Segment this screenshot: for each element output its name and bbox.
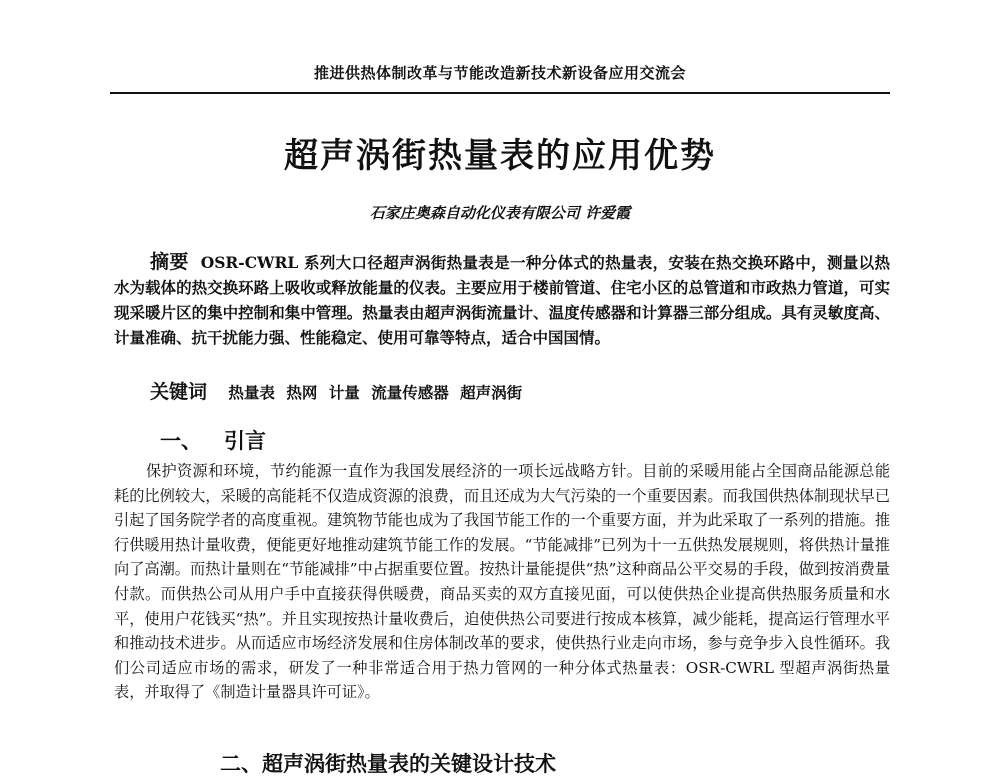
running-header: 推进供热体制改革与节能改造新技术新设备应用交流会 — [313, 64, 686, 82]
keywords — [150, 377, 890, 404]
section-number: 一、 — [160, 428, 202, 453]
keywords-label: 关键词 — [150, 381, 208, 403]
article-title: 超声涡街热量表的应用优势 — [284, 136, 716, 176]
introduction-paragraph: 保护资源和环境，节约能源一直作为我国发展经济的一项长远战略方针。目前的采暖用能占全国商品能源总能耗的比例较大，采暖的高能耗不仅造成资源的浪费，而且还成为大气污染的一个重要因素。而我国供热体制现状早已引起了国务院学者的高度重视。建筑物节能也成为了我国节能工作的一个重要方面，并为此采取了一系列的措施。推行供暖用热计量收费，便能更好地推动建筑节能工作的发展。“节能减排”已列为十一五供热发展规则，将供热计量推向了高潮。而热计量则在“节能减排”中占据重要位置。按热计量能提供“热”这种商品公平交易的手段，做到按消费量付款。而供热公司从用户手中直接获得供暖费，商品买卖的双方直接见面，可以使供热企业提高供热服务质量和水平，使用户花钱买“热”。并且实现按热计量收费后，迫使供热公司要进行按成本核算，减少能耗，提高运行管理水平和推动技术进步。从而适应市场经济发展和住房体制改革的要求，使供热行业走向市场，参与竞争步入良性循环。我们公司适应市场的需求，研发了一种非常适合用于热力管网的一种分体式热量表：OSR-CWRL 型超声涡街热量表，并取得了《制造计量器具许可证》。 — [114, 462, 890, 702]
keyword: 热量表 — [228, 383, 275, 402]
abstract-text: OSR-CWRL 系列大口径超声涡街热量表是一种分体式的热量表，安装在热交换环路中，测量以热水为载体的热交换环路上吸收或释放能量的仪表。主要应用于楼前管道、住宅小区的总管道和市政热力管道，可实现采暖片区的集中控制和集中管理。热量表由超声涡街流量计、温度传感器和计算器三部分组成。具有灵敏度高、计量准确、抗干扰能力强、性能稳定、使用可靠等特点，适合中国国情。 — [114, 253, 890, 347]
keyword: 计量 — [328, 383, 360, 402]
keyword: 超声涡街 — [460, 383, 523, 402]
section-heading-partial: 二、超声涡街热量表的关键设计技术 — [220, 751, 556, 776]
keyword: 流量传感器 — [371, 383, 449, 402]
abstract-label: 摘要 — [150, 251, 189, 273]
keyword: 热网 — [286, 383, 318, 402]
section-heading-introduction — [160, 425, 266, 455]
header-rule — [110, 92, 890, 94]
section-title: 引言 — [224, 428, 266, 453]
abstract — [114, 250, 890, 350]
author-affiliation: 石家庄奥森自动化仪表有限公司 许爱霞 — [369, 204, 631, 222]
